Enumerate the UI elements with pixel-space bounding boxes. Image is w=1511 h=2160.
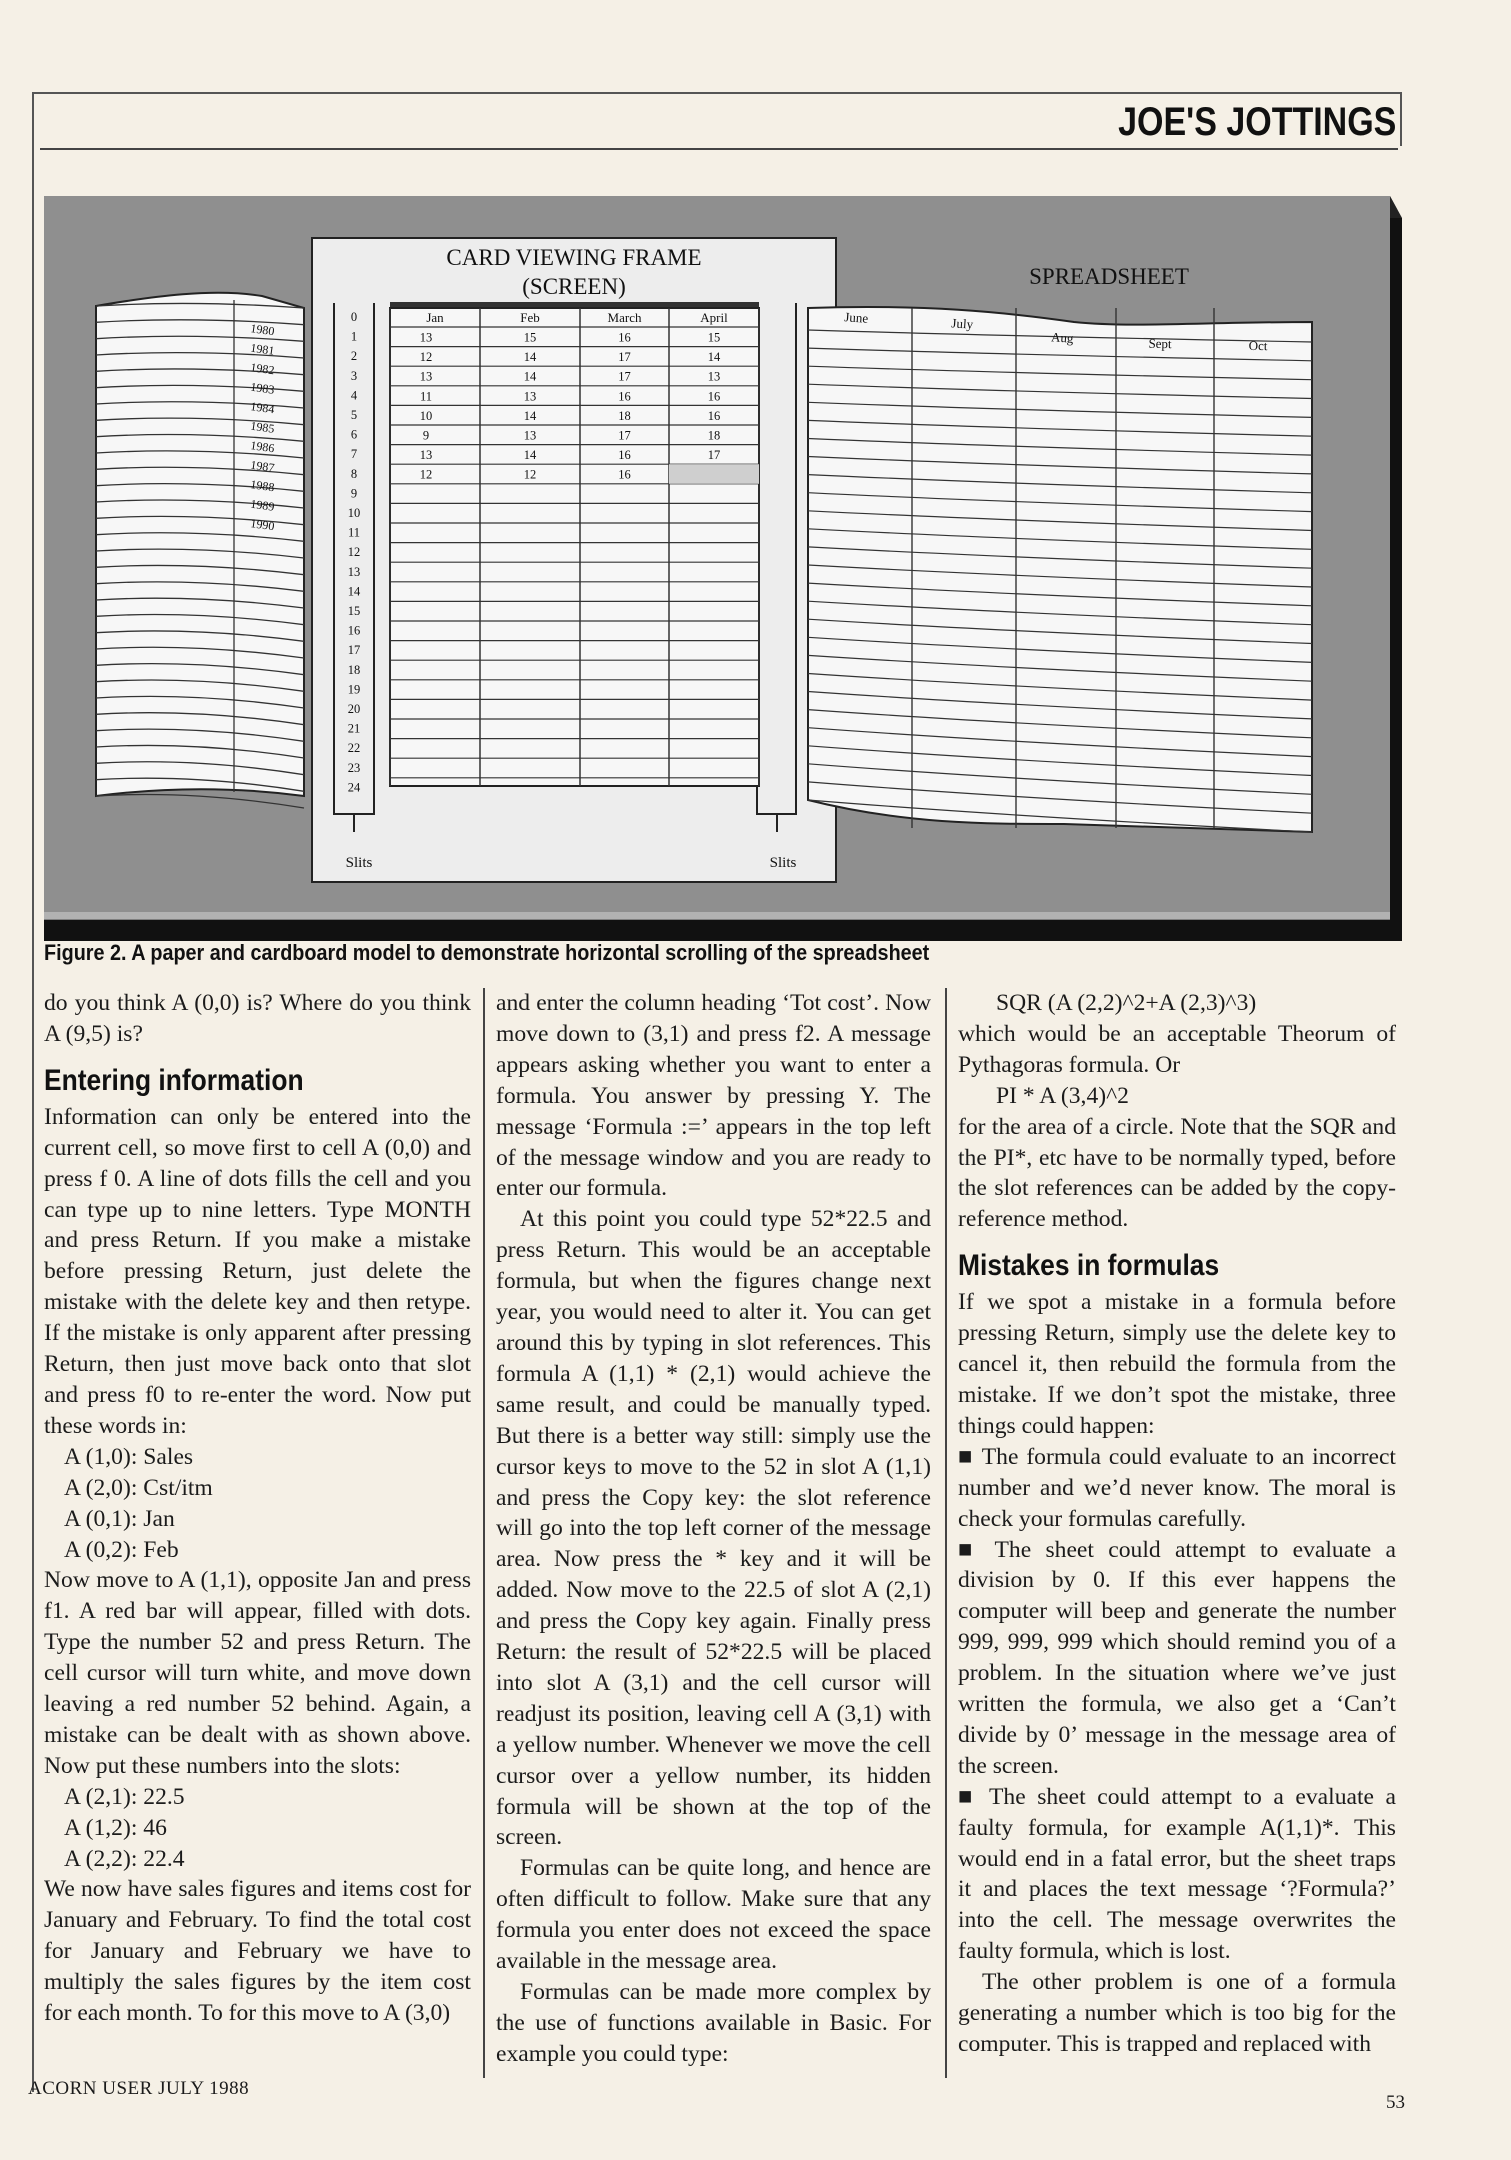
bullet-icon: ■: [958, 1443, 982, 1470]
cell-value: 18: [707, 428, 721, 443]
spreadsheet-grid: [390, 308, 759, 786]
row-number: 17: [347, 643, 361, 658]
section-title: JOE'S JOTTINGS: [1117, 100, 1396, 144]
paragraph: We now have sales figures and items cost for January and February. To find the total cost for January and February we have to multiply the sales figures by the item cost for each month. To for this move to A (3,0): [44, 1876, 471, 2027]
cell-value: 17: [618, 350, 631, 365]
row-number: 18: [347, 662, 361, 677]
list-item: A (2,1): 22.5: [64, 1783, 185, 1810]
cell-value: 17: [618, 428, 631, 443]
cell-value: 12: [523, 467, 537, 482]
year-label: 1985: [249, 418, 276, 436]
row-number: 3: [350, 368, 358, 383]
cell-value: 14: [523, 369, 537, 384]
paragraph: which would be an acceptable Theorum of Pythagoras formula. Or: [958, 1020, 1396, 1078]
column-rule-1: [483, 988, 485, 2078]
figure-right-border: [1390, 218, 1402, 941]
column-header: March: [607, 310, 642, 325]
paragraph: Formulas can be made more complex by the use of functions available in Basic. For example you could type:: [496, 1979, 931, 2067]
paragraph: Information can only be entered into the current cell, so move first to cell A (0,0) and press f 0. A line of dots fills the cell and you can type up to nine letters. Type MONTH and press Return. If you make a mistake before pressing Return, just delete the mistake with the delete key and then retype. If the mistake is only apparent after pressing Return, then just move back onto that slot and press f0 to re-enter the word. Now put these words in:: [44, 1103, 471, 1439]
row-number: 15: [347, 604, 361, 618]
row-number: 5: [350, 408, 358, 422]
row-number: 10: [347, 506, 361, 520]
cell-value: 16: [618, 448, 631, 463]
row-number: 2: [350, 349, 358, 364]
cell-value: 11: [419, 389, 433, 404]
year-label: 1983: [249, 379, 276, 397]
paragraph: Now move to A (1,1), opposite Jan and press f1. A red bar will appear, filled with dots. Type the number 52 and press Return. The cell cursor will turn white, and move down leaving a red number 52 behind. Again, a mistake can be dealt with as shown above. Now put these numbers into the slots:: [44, 1567, 471, 1779]
frame-right-rule: [1400, 92, 1402, 146]
article-column-2: [496, 988, 931, 2070]
cell-value: 14: [523, 408, 537, 423]
cell-value: 17: [618, 369, 631, 384]
column-header: April: [700, 310, 728, 325]
cell-value: 13: [523, 428, 537, 443]
row-number: 6: [350, 427, 358, 442]
header-rule: [40, 148, 1398, 150]
bullet-icon: ■: [958, 1783, 990, 1810]
cell-value: 13: [523, 389, 537, 404]
bullet-item: ■ The formula could evaluate to an incorrect number and we’d never know. The moral is check your formulas carefully.: [958, 1443, 1396, 1532]
year-label: 1981: [249, 340, 276, 358]
month-label: Sept: [1148, 335, 1172, 352]
formula: PI * A (3,4)^2: [996, 1082, 1129, 1109]
cell-value: 16: [707, 389, 721, 404]
cell-value: 15: [707, 330, 721, 345]
paragraph: The other problem is one of a formula generating a number which is too big for the computer. This is trapped and replaced with: [958, 1969, 1396, 2057]
cell-value: 17: [707, 448, 721, 463]
paragraph: do you think A (0,0) is? Where do you think A (9,5) is?: [44, 990, 471, 1047]
figure-bottom-border: [44, 919, 1402, 941]
year-label: 1986: [249, 438, 276, 456]
year-label: 1984: [249, 399, 276, 417]
cell-value: 14: [523, 350, 537, 365]
page-number: 53: [1386, 2092, 1405, 2113]
list-item: A (1,2): 46: [64, 1814, 167, 1841]
frame-left-rule: [32, 92, 34, 2092]
cell-value: 9: [422, 428, 430, 443]
year-label: 1982: [249, 360, 276, 378]
year-label: 1987: [249, 457, 276, 475]
column-header: Jan: [426, 310, 444, 325]
row-number: 7: [350, 447, 358, 462]
bullet-item: ■ The sheet could attempt to a evaluate a faulty formula, for example A(1,1)*. This would end in a fatal error, but the sheet traps it and places the text message ‘?Formula?’ into the cell. The message overwrites the faulty formula, which is lost.: [958, 1783, 1396, 1965]
bullet-item: ■ The sheet could attempt to evaluate a division by 0. If this ever happens the computer will beep and generate the number 999, 999, 999 which should remind you of a problem. In the situation where we’ve just written the formula, we also get a ‘Can’t divide by 0’ message in the message area of the screen.: [958, 1536, 1396, 1779]
slits-label-right: Slits: [769, 855, 797, 871]
row-number: 24: [347, 780, 361, 795]
row-number: 14: [347, 584, 361, 599]
cell-value: 14: [707, 350, 721, 365]
article-column-3: [958, 988, 1396, 2060]
row-number: 1: [350, 329, 358, 344]
heading-entering-information: Entering information: [44, 1063, 304, 1097]
figure-diagram: [44, 196, 1402, 941]
list-item: A (2,0): Cst/itm: [64, 1474, 213, 1501]
cell-value: 13: [419, 369, 433, 384]
cell-value: 15: [523, 330, 537, 345]
row-number: 11: [347, 525, 361, 540]
paragraph: Formulas can be quite long, and hence are often difficult to follow. Make sure that any formula you enter does not exceed the space available in the message area.: [496, 1855, 931, 1975]
card-title-line2: (SCREEN): [522, 274, 626, 299]
year-label: 1990: [249, 516, 276, 534]
month-label: July: [950, 315, 974, 332]
slits-label-left: Slits: [345, 855, 373, 871]
row-number: 22: [347, 741, 361, 756]
row-number: 8: [350, 466, 358, 481]
cell-value: 16: [618, 330, 631, 345]
paragraph: At this point you could type 52*22.5 and press Return. This would be an acceptable formula, but when the figures change next year, you would need to alter it. You can get around this by typing in slot references. This formula A (1,1) * (2,1) would achieve the same result, and could be manually typed. But there is a better way still: simply use the cursor keys to move to the 52 in slot A (1,1) and press the Copy key: the slot reference will go into the top left corner of the message area. Now press the * key and it will be added. Now move to the 22.5 of slot A (2,1) and press the Copy key again. Finally press Return: the result of 52*22.5 will be placed into slot A (3,1) and the cell cursor will readjust its position, leaving cell A (3,1) with a yellow number. Whenever we move the cell cursor over a yellow number, its hidden formula will be shown at the top of the screen.: [496, 1206, 931, 1851]
row-number: 23: [347, 760, 361, 775]
cell-value: 13: [419, 330, 433, 345]
cell-value: 16: [618, 467, 631, 482]
cell-value: 14: [523, 448, 537, 463]
figure-caption: Figure 2. A paper and cardboard model to demonstrate horizontal scrolling of the spreadsheet: [44, 940, 930, 965]
paragraph: for the area of a circle. Note that the SQR and the PI*, etc have to be normally typed, before the slot references can be added by the copy-reference method.: [958, 1113, 1396, 1233]
cell-value: 12: [419, 467, 433, 482]
column-rule-2: [945, 988, 947, 2078]
list-item: A (0,2): Feb: [64, 1536, 179, 1563]
cell-value: 16: [707, 408, 721, 423]
month-label: June: [843, 309, 869, 326]
cell-value: 16: [618, 389, 631, 404]
month-label: Oct: [1248, 337, 1268, 354]
heading-mistakes-in-formulas: Mistakes in formulas: [958, 1249, 1220, 1283]
row-number: 13: [347, 564, 361, 579]
cell-value: 10: [419, 408, 433, 423]
row-number: 12: [347, 545, 361, 560]
spreadsheet-label: SPREADSHEET: [1029, 264, 1189, 289]
year-label: 1989: [249, 496, 276, 514]
column-header: Feb: [520, 310, 540, 325]
bullet-icon: ■: [958, 1536, 995, 1563]
list-item: A (1,0): Sales: [64, 1443, 194, 1470]
row-number: 4: [350, 388, 358, 403]
grid-shaded-cell: [669, 464, 759, 484]
paragraph: and enter the column heading ‘Tot cost’. Now move down to (3,1) and press f2. A message appears asking whether you want to enter a formula. You answer by pressing Y. The message ‘Formula :=’ appears in the top left of the message window and you are ready to enter our formula.: [496, 990, 931, 1202]
footer-publication: ACORN USER JULY 1988: [28, 2078, 250, 2099]
row-number: 21: [347, 721, 361, 736]
month-label: Aug: [1050, 329, 1075, 346]
cell-value: 13: [707, 369, 721, 384]
row-number: 19: [347, 682, 361, 697]
left-paper-page: [96, 293, 304, 808]
frame-top-rule: [32, 92, 1402, 94]
article-column-1: [44, 988, 471, 2029]
row-number: 0: [350, 310, 358, 324]
cell-value: 12: [419, 350, 433, 365]
list-item: A (0,1): Jan: [64, 1505, 175, 1532]
cell-value: 13: [419, 448, 433, 463]
formula: SQR (A (2,2)^2+A (2,3)^3): [996, 990, 1257, 1016]
right-paper-page: [808, 307, 1312, 832]
list-item: A (2,2): 22.4: [64, 1845, 185, 1872]
year-label: 1980: [249, 321, 276, 339]
year-label: 1988: [249, 477, 276, 495]
row-number: 20: [347, 702, 361, 716]
paragraph: If we spot a mistake in a formula before pressing Return, simply use the delete key to cancel it, then rebuild the formula from the mistake. If we don’t spot the mistake, three things could happen:: [958, 1289, 1396, 1439]
card-title-line1: CARD VIEWING FRAME: [446, 245, 702, 270]
row-number: 9: [350, 486, 358, 501]
row-number: 16: [347, 623, 361, 638]
cell-value: 18: [618, 408, 631, 423]
